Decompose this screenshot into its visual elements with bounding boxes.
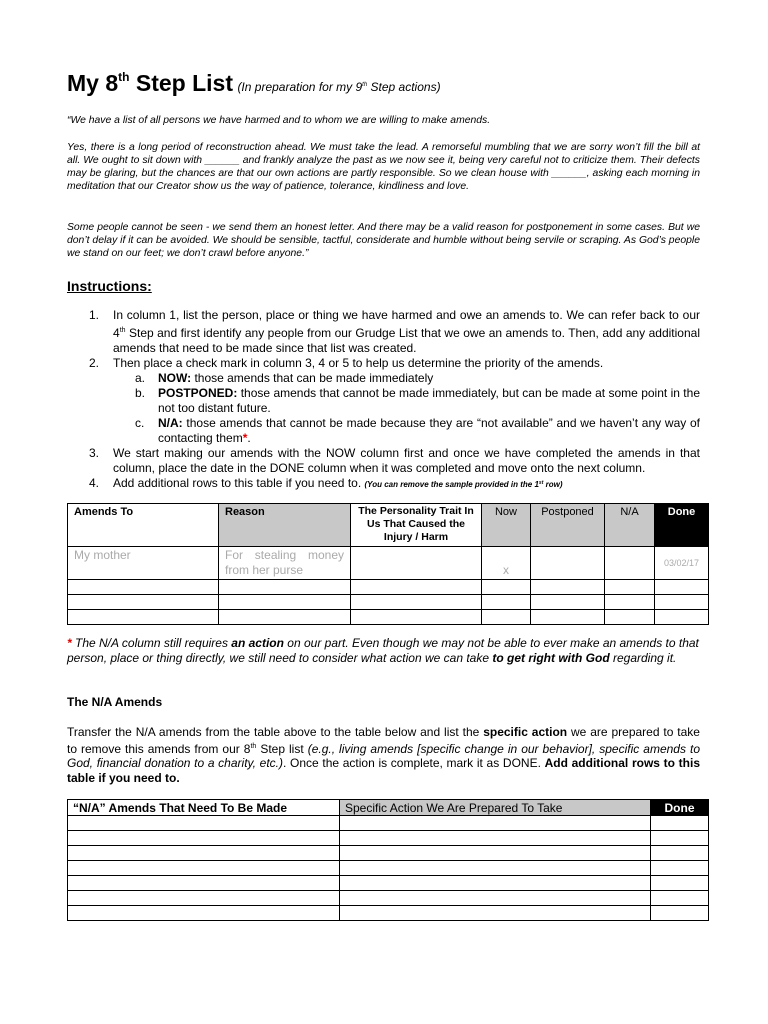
quote-paragraph-2: Yes, there is a long period of reconstruction ahead. We must take the lead. A remorseful mumbling that we are sorry won’t fill the bill at all. We ought to sit down with ______ and frankly analyze the past as we now see it, being very careful not to criticize them. Their defects may be glaring, but the chances are that our own actions are partly responsible. So we clean house with ______, asking each morning in meditation that our Creator show us the way of patience, tolerance, kindliness and love.: [67, 142, 700, 192]
instructions-heading: Instructions:: [67, 278, 152, 294]
col-specific-action: Specific Action We Are Prepared To Take: [340, 800, 651, 816]
sample-postponed[interactable]: [531, 547, 605, 580]
col-reason: Reason: [219, 504, 351, 547]
sample-reason[interactable]: For stealing money from her purse: [219, 547, 351, 580]
amends-table: [67, 503, 709, 625]
page-subtitle: (In preparation for my 9th Step actions): [237, 80, 441, 94]
col-postponed: Postponed: [531, 504, 605, 547]
sample-amends-to[interactable]: My mother: [68, 547, 219, 580]
instruction-item-4: 4. Add additional rows to this table if you need to. (You can remove the sample provided in the 1st row): [89, 476, 563, 490]
table-row: [68, 831, 709, 846]
quote-paragraph-1: “We have a list of all persons we have harmed and to whom we are willing to make amends.: [67, 115, 491, 126]
sample-trait[interactable]: [351, 547, 482, 580]
sample-done[interactable]: 03/02/17: [655, 547, 709, 580]
table-row: [68, 580, 709, 595]
col-na-done: Done: [651, 800, 709, 816]
col-now: Now: [482, 504, 531, 547]
sample-row-note: (You can remove the sample provided in the 1st row): [364, 480, 563, 489]
table-row: [68, 891, 709, 906]
instruction-sub-c: c. N/A: those amends that cannot be made because they are “not available” and we haven’t any way of contacting them*.: [135, 416, 700, 445]
table-row: [68, 906, 709, 921]
col-personality-trait: The Personality Trait In Us That Caused the Injury / Harm: [351, 504, 482, 547]
col-amends-to: Amends To: [68, 504, 219, 547]
sample-na[interactable]: [605, 547, 655, 580]
instructions-list: [67, 308, 700, 492]
instruction-item-1: 1. In column 1, list the person, place or thing we have harmed and owe an amends to. We can refer back to our 4th Step and first identify any people from our Grudge List that we owe an amends to. Then, add any additional amends that need to be made since that list was created.: [89, 308, 700, 355]
instruction-sub-b: b. POSTPONED: those amends that cannot be made immediately, but can be made at some point in the not too distant future.: [135, 386, 700, 415]
quote-paragraph-3: Some people cannot be seen - we send them an honest letter. And there may be a valid reason for postponement in some cases. But we don’t delay if it can be avoided. We should be sensible, tactful, considerate and humble without being servile or scraping. As God’s people we stand on our feet; we don’t crawl before anyone.”: [67, 222, 700, 259]
na-transfer-instructions: Transfer the N/A amends from the table above to the table below and list the specific action we are prepared to take to remove this amends from our 8th Step list (e.g., living amends [specific change in our behavior], specific amends to God, financial donation to a charity, etc.). Once the action is complete, mark it as DONE. Add additional rows to this table if you need to.: [67, 725, 700, 785]
instruction-item-3: 3. We start making our amends with the NOW column first and once we have completed the amends in that column, place the date in the DONE column when it was completed and move onto the next column.: [89, 446, 700, 475]
col-na-amends: “N/A” Amends That Need To Be Made: [68, 800, 340, 816]
na-amends-table: [67, 799, 709, 921]
col-done: Done: [655, 504, 709, 547]
amends-table-header: [68, 504, 709, 547]
table-row: [68, 861, 709, 876]
table-row: [68, 876, 709, 891]
table-row: [68, 595, 709, 610]
table-row: [68, 846, 709, 861]
instruction-sub-a: a. NOW: those amends that can be made immediately: [135, 371, 434, 385]
table-row: [68, 547, 709, 580]
table-row: [68, 610, 709, 625]
instruction-item-2: 2. Then place a check mark in column 3, 4 or 5 to help us determine the priority of the amends.: [89, 356, 604, 370]
na-column-note: * The N/A column still requires an action on our part. Even though we may not be able to ever make an amends to that person, place or thing directly, we still need to consider what action we can take to get right with God regarding it.: [67, 636, 699, 665]
col-na: N/A: [605, 504, 655, 547]
table-row: [68, 816, 709, 831]
sample-now[interactable]: x: [482, 547, 531, 580]
page-title: My 8th Step List (In preparation for my 9th Step actions): [67, 70, 441, 96]
na-amends-heading: The N/A Amends: [67, 695, 163, 709]
na-amends-table-header: [68, 800, 709, 816]
